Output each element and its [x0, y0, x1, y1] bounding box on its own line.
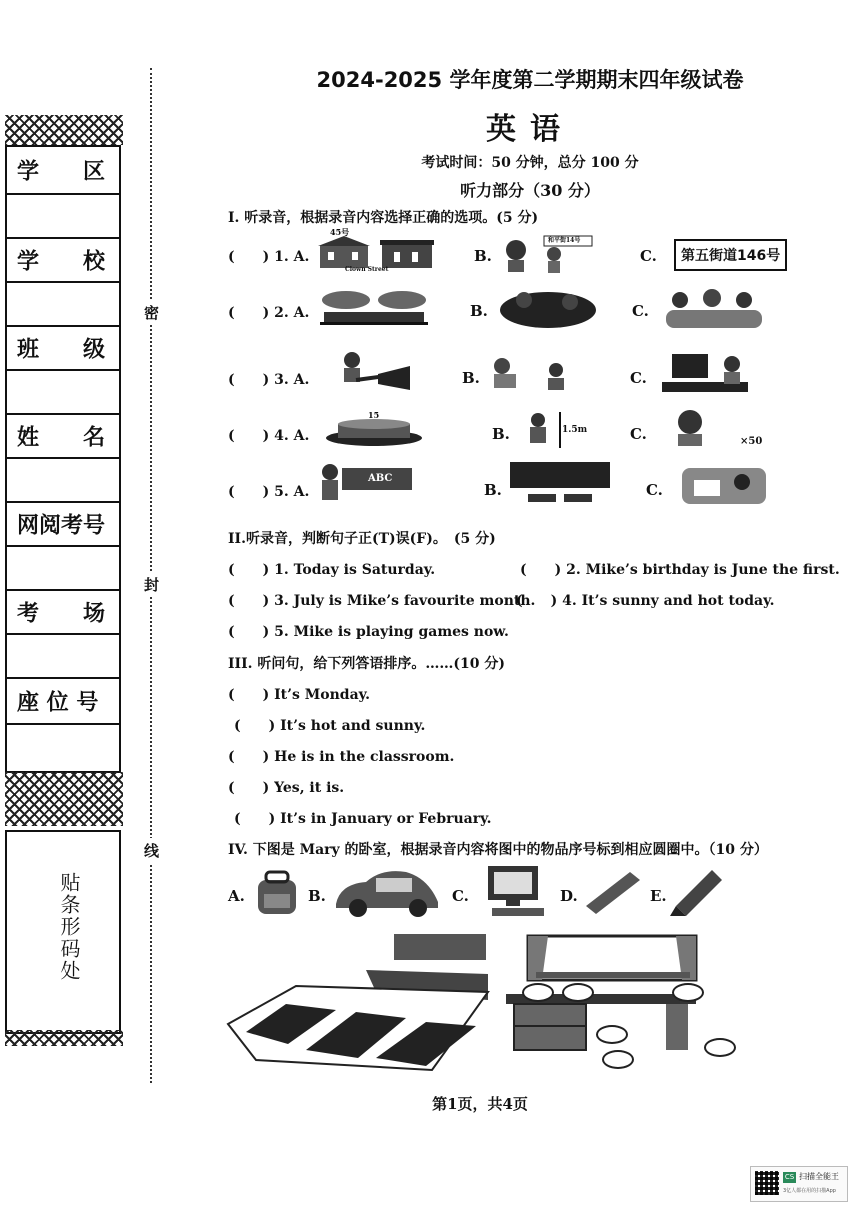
listening-part-heading: 听力部分（30 分） [460, 181, 600, 200]
info-row-seat [7, 677, 119, 723]
girl-kicking-picture [316, 350, 412, 396]
true-false-item[interactable]: ( ) 5. Mike is playing games now. [228, 624, 509, 640]
fireworks-picture [318, 288, 430, 328]
option-c-label[interactable]: C. [630, 369, 647, 387]
seal-char: 线 [144, 838, 159, 863]
math-class-picture [508, 460, 612, 510]
section1-heading: I. 听录音，根据录音内容选择正确的选项。(5 分) [228, 210, 539, 226]
answer-circle[interactable] [602, 1050, 634, 1069]
qr-code-icon [755, 1171, 779, 1195]
ordering-item[interactable]: ( ) It’s Monday. [228, 687, 371, 703]
sidebar-hatch-bottom [5, 1030, 123, 1046]
scanner-name: 扫描全能王 [799, 1172, 839, 1181]
schoolbag-icon [252, 870, 302, 918]
item-c-label: C. [452, 887, 469, 905]
true-false-item[interactable]: ( ) 4. It’s sunny and hot today. [516, 593, 775, 609]
option-b-label[interactable]: B. [474, 247, 492, 265]
picture-caption: Clown Street [345, 266, 389, 273]
ordering-item[interactable]: ( ) Yes, it is. [228, 780, 345, 796]
info-label: 学 校 [17, 249, 106, 275]
info-row-room [7, 589, 119, 633]
info-row-exam-id [7, 501, 119, 545]
question-number[interactable]: ( ) 3. A. [228, 372, 310, 388]
picture-caption: 和平街14号 [548, 237, 581, 244]
option-c-label[interactable]: C. [640, 247, 657, 265]
picture-caption: 45号 [330, 227, 350, 237]
answer-circle[interactable] [562, 983, 594, 1002]
true-false-item[interactable]: ( ) 2. Mike’s birthday is June the first. [520, 562, 840, 578]
picture-caption: ×50 [740, 436, 763, 447]
info-label: 学 区 [17, 159, 106, 185]
item-b-label: B. [308, 887, 326, 905]
crowd-picture [494, 286, 602, 330]
picture-caption: 15 [368, 410, 380, 420]
bedroom-picture [226, 930, 736, 1080]
question-number[interactable]: ( ) 5. A. [228, 484, 310, 500]
info-row-district [7, 147, 119, 193]
picture-caption: ABC [368, 473, 393, 484]
computer-class-picture [680, 466, 768, 506]
option-c-label[interactable]: C. [630, 425, 647, 443]
answer-circle[interactable] [596, 1025, 628, 1044]
question-number[interactable]: ( ) 2. A. [228, 305, 310, 321]
info-label: 班 级 [17, 337, 106, 363]
scanner-watermark [750, 1166, 848, 1202]
info-field[interactable] [7, 723, 119, 771]
ordering-item[interactable]: ( ) It’s in January or February. [234, 811, 492, 827]
item-a-label: A. [228, 887, 245, 905]
info-field[interactable] [7, 281, 119, 325]
scanner-logo: CS [784, 1173, 795, 1181]
sidebar-hatch-middle [5, 772, 123, 826]
girl-picture [664, 408, 730, 450]
picture-caption: 1.5m [562, 425, 588, 435]
section4-heading: IV. 下图是 Mary 的卧室，根据录音内容将图中的物品序号标到相应圆圈中。（10 分） [228, 842, 768, 858]
info-label: 姓 名 [17, 425, 106, 451]
item-d-label: D. [560, 887, 578, 905]
barcode-area [5, 830, 121, 1034]
seal-char: 密 [144, 300, 159, 325]
item-e-label: E. [650, 887, 667, 905]
option-b-label[interactable]: B. [492, 425, 510, 443]
answer-circle[interactable] [672, 983, 704, 1002]
option-b-label[interactable]: B. [484, 481, 502, 499]
ordering-item[interactable]: ( ) He is in the classroom. [228, 749, 455, 765]
seal-char: 封 [144, 572, 159, 597]
info-row-school [7, 237, 119, 281]
computer-desk-picture [660, 350, 764, 398]
option-b-label[interactable]: B. [470, 302, 488, 320]
option-c-label[interactable]: C. [646, 481, 663, 499]
question-number[interactable]: ( ) 4. A. [228, 428, 310, 444]
answer-circle[interactable] [522, 983, 554, 1002]
question-number[interactable]: ( ) 1. A. [228, 249, 310, 265]
true-false-item[interactable]: ( ) 1. Today is Saturday. [228, 562, 436, 578]
student-info-box [5, 145, 121, 773]
sidebar-hatch-top [5, 115, 123, 145]
info-row-class [7, 325, 119, 369]
answer-circle[interactable] [704, 1038, 736, 1057]
info-label: 座 位 号 [17, 690, 99, 716]
address-sign: 第五街道146号 [674, 239, 787, 271]
teachers-day-picture [660, 288, 768, 332]
true-false-item[interactable]: ( ) 3. July is Mike’s favourite month. [228, 593, 536, 609]
info-field[interactable] [7, 369, 119, 413]
info-row-name [7, 413, 119, 457]
info-field[interactable] [7, 193, 119, 237]
car-icon [332, 866, 444, 920]
ruler-icon [584, 870, 644, 916]
exam-title: 2024-2025 学年度第二学期期末四年级试卷 [316, 68, 744, 92]
page-number: 第1页，共4页 [432, 1095, 528, 1113]
section3-heading: III. 听问句，给下列答语排序。……(10 分) [228, 656, 505, 672]
barcode-label: 贴条形码处 [57, 872, 81, 982]
option-b-label[interactable]: B. [462, 369, 480, 387]
scanner-slogan: 3亿人都在用的扫描App [783, 1188, 836, 1194]
kids-picture [486, 356, 576, 394]
info-label: 考 场 [17, 601, 106, 627]
option-c-label[interactable]: C. [632, 302, 649, 320]
exam-time-info: 考试时间：50 分钟，总分 100 分 [421, 155, 639, 171]
info-field[interactable] [7, 457, 119, 501]
info-field[interactable] [7, 633, 119, 677]
teacher-board-picture [316, 462, 416, 504]
info-label: 网阅考号 [17, 513, 106, 539]
info-field[interactable] [7, 545, 119, 589]
section2-heading: II.听录音，判断句子正(T)误(F)。 (5 分) [228, 531, 496, 547]
ordering-item[interactable]: ( ) It’s hot and sunny. [234, 718, 426, 734]
subject-title: 英语 [486, 112, 574, 147]
pencil-icon [668, 866, 728, 918]
computer-icon [484, 864, 550, 918]
